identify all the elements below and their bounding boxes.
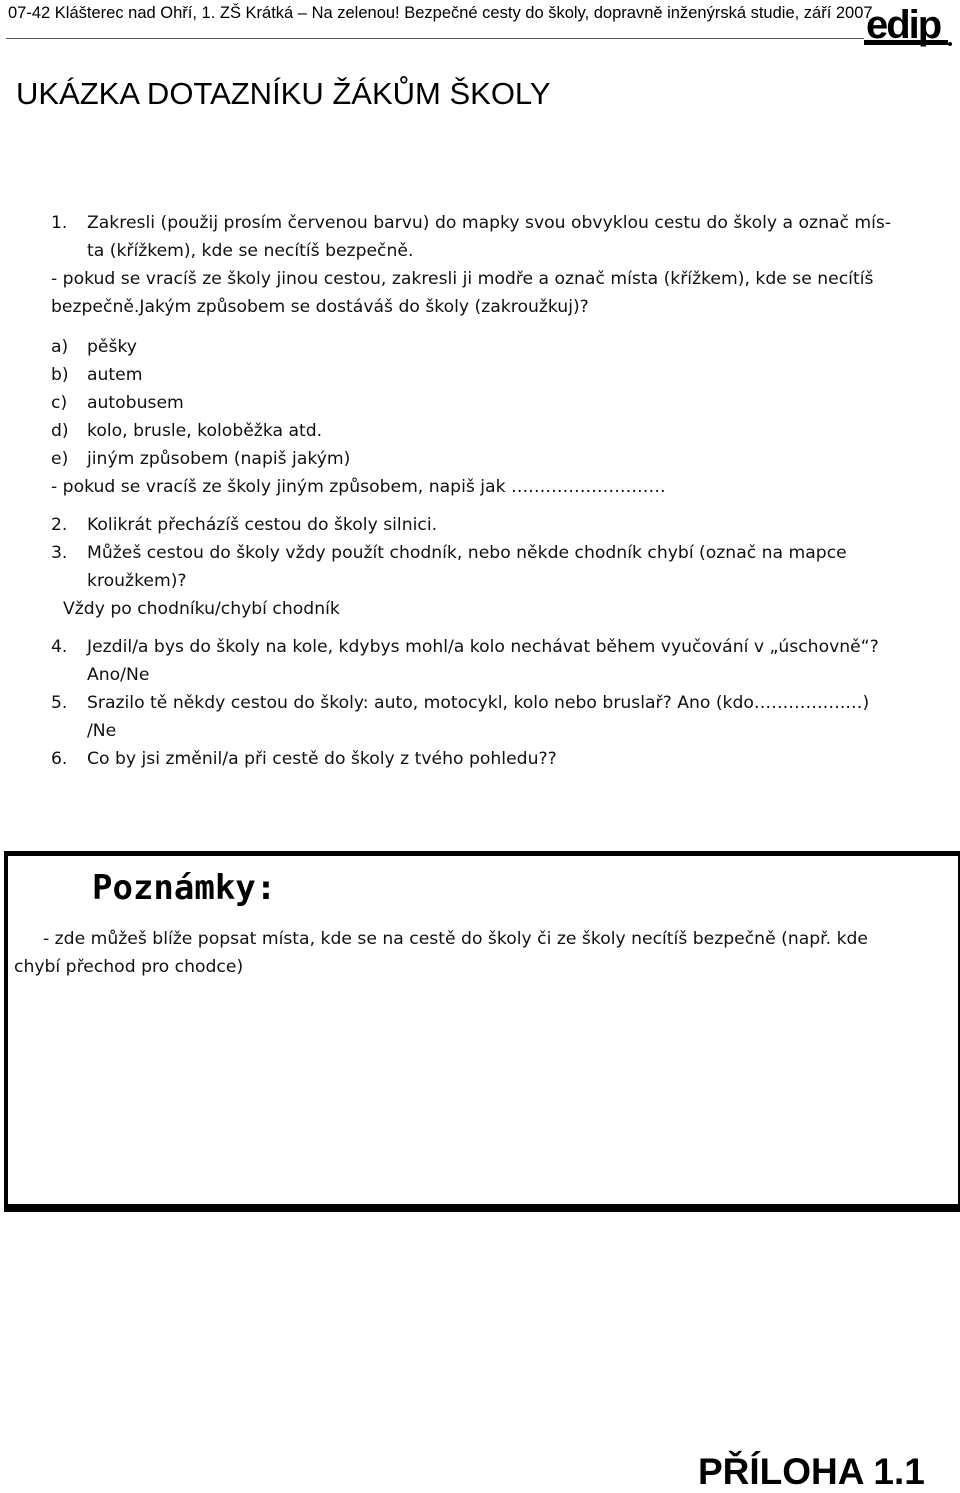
return-way-line: - pokud se vracíš ze školy jiným způsobem, napiš jak ……………………… [51, 477, 666, 497]
question-3-line-1: Můžeš cestou do školy vždy použít chodník, nebo někde chodník chybí (označ na mapce [87, 543, 847, 563]
question-1-line-2: ta (křížkem), kde se necítíš bezpečně. [87, 241, 414, 261]
question-6-number: 6. [51, 749, 68, 769]
appendix-label: PŘÍLOHA 1.1 [698, 1451, 925, 1492]
edip-logo [864, 4, 954, 50]
notes-line-2: chybí přechod pro chodce) [14, 957, 244, 977]
option-c-text: autobusem [87, 393, 184, 413]
question-2-text: Kolikrát přecházíš cestou do školy silnici. [87, 515, 438, 535]
question-5-line-1: Srazilo tě někdy cestou do školy: auto, motocykl, kolo nebo bruslař? Ano (kdo…………….…) [87, 693, 870, 713]
header-divider [6, 38, 864, 39]
option-c-letter: c) [51, 393, 68, 413]
option-a-letter: a) [51, 337, 69, 357]
question-3-answer: Vždy po chodníku/chybí chodník [63, 599, 340, 619]
question-4-line-2: Ano/Ne [87, 665, 150, 685]
option-b-text: autem [87, 365, 143, 385]
question-5-number: 5. [51, 693, 68, 713]
option-e-text: jiným způsobem (napiš jakým) [87, 449, 351, 469]
page-title: UKÁZKA DOTAZNÍKU ŽÁKŮM ŠKOLY [16, 76, 551, 111]
question-1-line-3: - pokud se vracíš ze školy jinou cestou, zakresli ji modře a označ místa (křížkem), kde se necítíš [51, 269, 874, 289]
option-e-letter: e) [51, 449, 69, 469]
option-a-text: pěšky [87, 337, 137, 357]
notes-line-1: - zde můžeš blíže popsat místa, kde se na cestě do školy či ze školy necítíš bezpečně (např. kde [43, 929, 869, 949]
question-4-line-1: Jezdil/a bys do školy na kole, kdybys mohl/a kolo nechávat během vyučování v „úschovně“? [87, 637, 879, 657]
question-1-line-1: Zakresli (použij prosím červenou barvu) do mapky svou obvyklou cestu do školy a označ mís- [87, 213, 892, 233]
option-b-letter: b) [51, 365, 69, 385]
question-1-line-4: bezpečně.Jakým způsobem se dostáváš do školy (zakroužkuj)? [51, 297, 589, 317]
question-1-number: 1. [51, 213, 68, 233]
question-5-line-2: /Ne [87, 721, 117, 741]
question-2-number: 2. [51, 515, 68, 535]
question-6-text: Co by jsi změnil/a při cestě do školy z tvého pohledu?? [87, 749, 557, 769]
question-4-number: 4. [51, 637, 68, 657]
document-header: 07-42 Klášterec nad Ohří, 1. ZŠ Krátká – Na zelenou! Bezpečné cesty do školy, dopravně inženýrská studie, září 2007 [8, 4, 873, 22]
question-3-line-2: kroužkem)? [87, 571, 187, 591]
option-d-letter: d) [51, 421, 69, 441]
option-d-text: kolo, brusle, koloběžka atd. [87, 421, 323, 441]
question-3-number: 3. [51, 543, 68, 563]
notes-heading: Poznámky: [92, 868, 277, 908]
svg-text:edip: edip [866, 4, 941, 47]
